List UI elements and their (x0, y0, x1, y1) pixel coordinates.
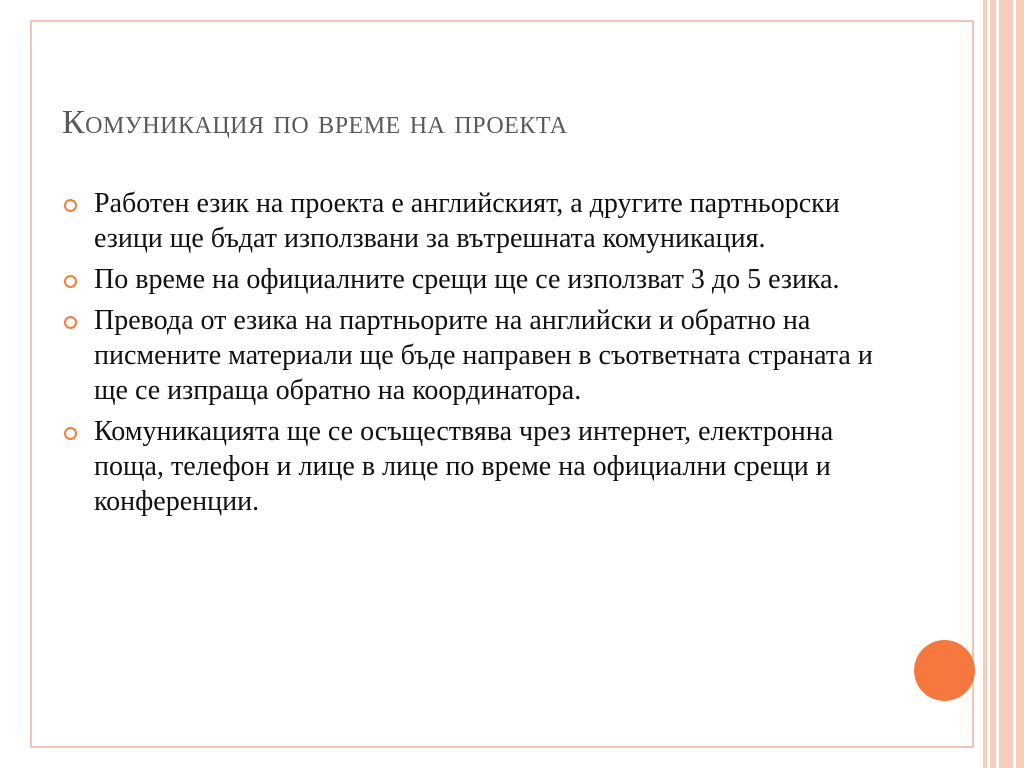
slide-title: Комуникация по време на проекта (62, 104, 568, 141)
bullet-text: Работен език на проекта е английският, а другите партньорски езици ще бъдат използвани за вътрешната комуникация. (94, 188, 840, 254)
bullet-item (62, 414, 902, 519)
bullet-text: По време на официалните срещи ще се използват 3 до 5 езика. (94, 264, 840, 295)
bullet-circle-icon (64, 427, 77, 440)
bullet-circle-icon (64, 316, 77, 329)
bullet-item (62, 262, 902, 297)
decorative-stripe (983, 0, 987, 768)
bullet-list (62, 186, 902, 525)
bullet-text: Комуникацията ще се осъществява чрез интернет, електронна поща, телефон и лице в лице по време на официални срещи и конференции. (94, 416, 834, 517)
bullet-item (62, 186, 902, 256)
bullet-circle-icon (64, 275, 77, 288)
decorative-circle (914, 640, 975, 701)
bullet-item (62, 303, 902, 408)
bullet-circle-icon (64, 199, 77, 212)
bullet-text: Превода от езика на партньорите на английски и обратно на писмените материали ще бъде направен в съответната страната и ще се изпраща обратно на координатора. (94, 305, 873, 406)
decorative-stripe (999, 0, 1013, 768)
decorative-stripe (1016, 0, 1024, 768)
decorative-stripe (990, 0, 996, 768)
